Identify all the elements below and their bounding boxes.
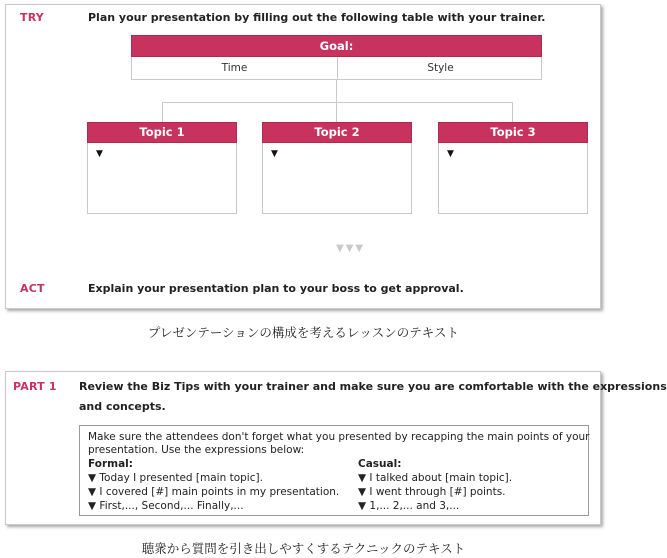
act-instruction: Explain your presentation plan to your boss to get approval.	[88, 282, 464, 295]
casual-item: ▼ 1,... 2,... and 3,...	[358, 500, 460, 512]
topic-1-bullet: ▼	[96, 149, 103, 159]
act-label: ACT	[20, 282, 45, 295]
expressions-intro-line1: Make sure the attendees don't forget what you presented by recapping the main points of your	[88, 431, 590, 443]
goal-header: Goal:	[131, 35, 542, 57]
casual-heading: Casual:	[358, 458, 402, 470]
connector-to-topic-2	[336, 102, 337, 122]
formal-heading: Formal:	[88, 458, 133, 470]
casual-item: ▼ I went through [#] points.	[358, 486, 506, 498]
goal-row	[131, 57, 542, 80]
connector-horizontal	[162, 102, 513, 103]
part1-label: PART 1	[13, 380, 57, 393]
topic-2-bullet: ▼	[271, 149, 278, 159]
connector-vertical-main	[336, 80, 337, 102]
goal-cell-style: Style	[427, 62, 454, 74]
expressions-intro-line2: presentation. Use the expressions below:	[88, 444, 305, 456]
goal-cell-time: Time	[221, 62, 248, 74]
topic-3-header: Topic 3	[438, 122, 588, 143]
formal-item: ▼ First,..., Second,... Finally,...	[88, 500, 244, 512]
casual-item: ▼ I talked about [main topic].	[358, 472, 513, 484]
topic-2-header: Topic 2	[262, 122, 412, 143]
part1-instruction-line1: Review the Biz Tips with your trainer and make sure you are comfortable with the expressions	[79, 380, 667, 393]
topic-3-box	[438, 143, 588, 214]
part1-instruction-line2: and concepts.	[79, 400, 166, 413]
topic-3-bullet: ▼	[447, 149, 454, 159]
connector-to-topic-1	[162, 102, 163, 122]
try-label: TRY	[20, 11, 44, 24]
topic-1-header: Topic 1	[87, 122, 237, 143]
topic-2-box	[262, 143, 412, 214]
down-arrows-icon: ▼▼▼	[336, 243, 366, 254]
formal-item: ▼ Today I presented [main topic].	[88, 472, 263, 484]
caption-presentation-lesson: プレゼンテーションの構成を考えるレッスンのテキスト	[147, 325, 460, 340]
topic-1-box	[87, 143, 237, 214]
try-instruction: Plan your presentation by filling out the following table with your trainer.	[88, 11, 546, 24]
caption-question-technique: 聴衆から質問を引き出しやすくするテクニックのテキスト	[141, 541, 466, 556]
connector-to-topic-3	[512, 102, 513, 122]
formal-item: ▼ I covered [#] main points in my presentation.	[88, 486, 340, 498]
